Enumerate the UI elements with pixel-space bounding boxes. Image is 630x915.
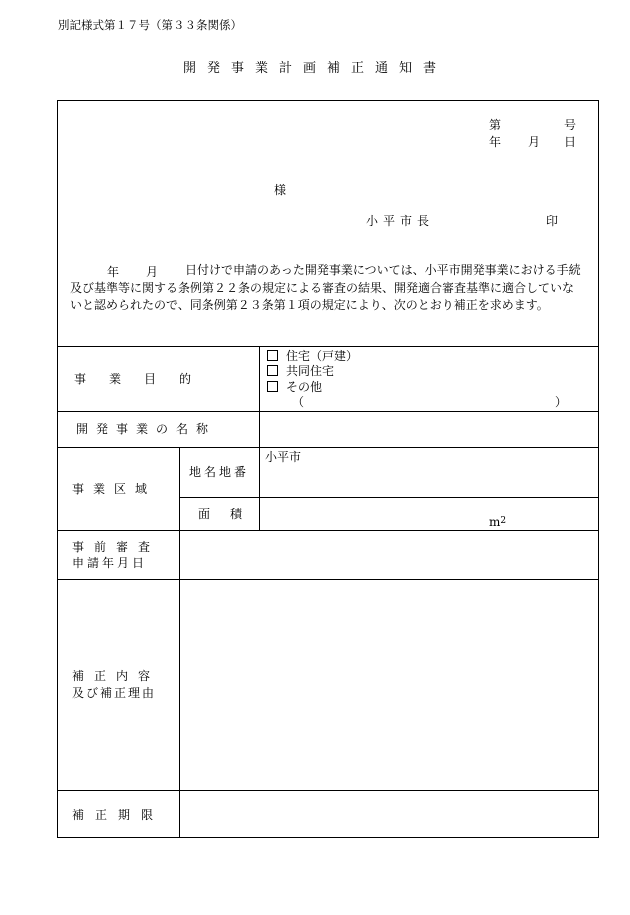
project-name-label: 開発事業の名称 bbox=[76, 422, 217, 436]
purpose-option-apartment[interactable]: 共同住宅 bbox=[267, 365, 334, 377]
number-prefix: 第 bbox=[489, 118, 502, 132]
addressee-suffix: 様 bbox=[274, 183, 287, 197]
size-label: 面積 bbox=[198, 507, 263, 521]
date-year: 年 bbox=[489, 135, 502, 149]
document-title: 開発事業計画補正通知書 bbox=[182, 61, 447, 76]
divider-correction bbox=[57, 790, 599, 791]
address-label: 地名地番 bbox=[189, 465, 250, 479]
date-month: 月 bbox=[528, 135, 541, 149]
size-unit: $m^2$ bbox=[489, 515, 507, 529]
body-year: 年 bbox=[107, 265, 120, 279]
divider-area bbox=[57, 530, 599, 531]
checkbox-icon[interactable] bbox=[267, 381, 278, 392]
correction-label-line1: 補正内容 bbox=[72, 669, 161, 683]
body-month: 月 bbox=[146, 265, 159, 279]
sender-name: 小平市長 bbox=[366, 214, 435, 228]
project-area-label: 事業区域 bbox=[72, 482, 157, 496]
other-close-paren: ） bbox=[555, 395, 568, 409]
purpose-option-other[interactable]: その他 bbox=[267, 381, 322, 393]
column-divider-left bbox=[179, 447, 180, 838]
seal-mark: 印 bbox=[546, 214, 559, 228]
date-day: 日 bbox=[564, 135, 577, 149]
checkbox-icon[interactable] bbox=[267, 350, 278, 361]
divider-purpose bbox=[57, 411, 599, 412]
divider-address bbox=[179, 497, 599, 498]
prereview-label-line1: 事前審査 bbox=[72, 540, 161, 554]
divider-header bbox=[57, 346, 599, 347]
address-value: 小平市 bbox=[265, 450, 302, 464]
notice-body-text: 日付けで申請のあった開発事業については、小平市開発事業における手続及び基準等に関する条例第２２条の規定による審査の結果、開発適合審査基準に適合していないと認められたので、同条例第２３条第１項の規定により、次のとおり補正を求めます。 bbox=[70, 263, 581, 313]
purpose-label: 事業目的 bbox=[74, 372, 215, 386]
number-suffix: 号 bbox=[564, 118, 577, 132]
form-table bbox=[57, 100, 599, 838]
checkbox-icon[interactable] bbox=[267, 365, 278, 376]
other-open-paren: （ bbox=[292, 395, 305, 409]
correction-label-line2: 及び補正理由 bbox=[72, 686, 157, 700]
deadline-label: 補正期限 bbox=[72, 808, 165, 822]
purpose-option-detached[interactable]: 住宅（戸建） bbox=[267, 350, 358, 362]
form-reference: 別記様式第１７号（第３３条関係） bbox=[58, 18, 242, 32]
divider-prereview bbox=[57, 579, 599, 580]
prereview-label-line2: 申請年月日 bbox=[72, 556, 148, 570]
divider-name bbox=[57, 447, 599, 448]
column-divider-upper bbox=[259, 346, 260, 447]
